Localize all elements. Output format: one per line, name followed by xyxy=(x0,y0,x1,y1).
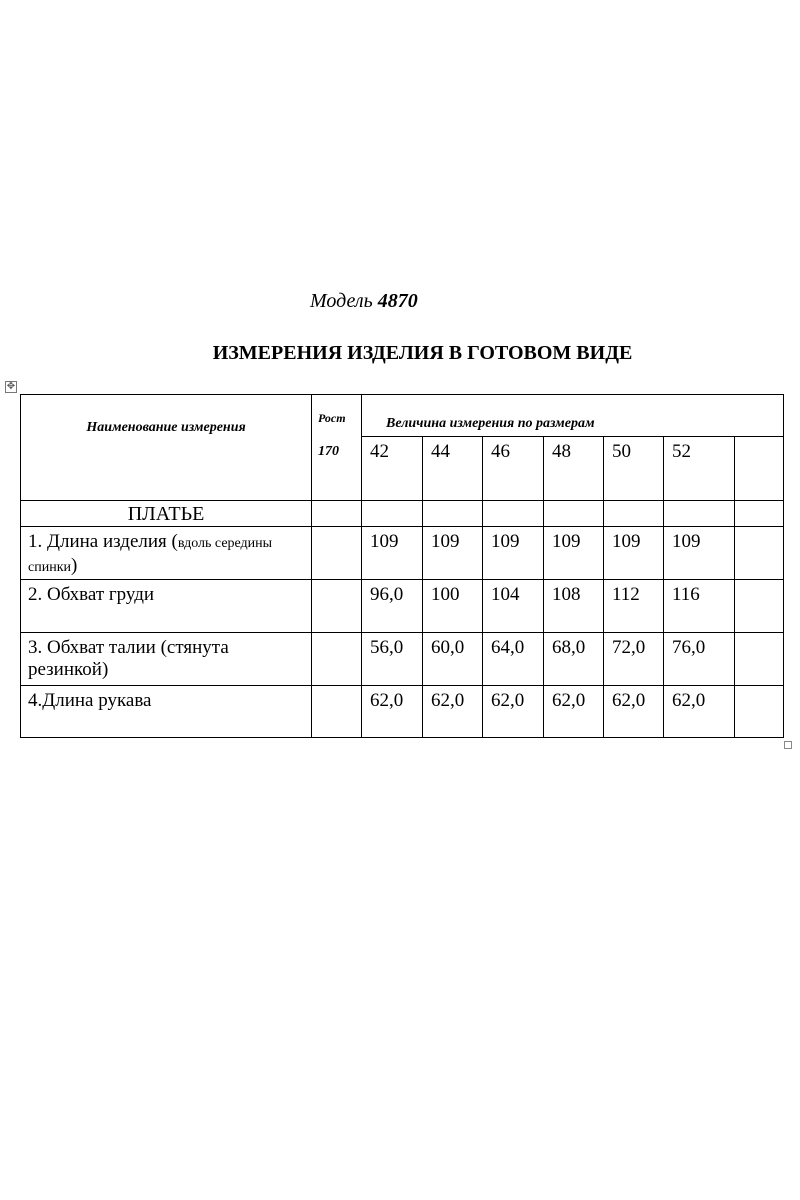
size-cell: 50 xyxy=(604,437,664,501)
model-number: 4870 xyxy=(377,290,418,312)
header-row xyxy=(21,395,784,437)
row-label: 2. Обхват груди xyxy=(21,580,312,633)
header-name: Наименование измерения xyxy=(21,395,312,501)
page-heading: ИЗМЕРЕНИЯ ИЗДЕЛИЯ В ГОТОВОМ ВИДЕ xyxy=(212,342,633,364)
row-label-note: вдоль середины спинки xyxy=(28,536,273,575)
value-cell: 64,0 xyxy=(483,633,544,686)
value-cell: 62,0 xyxy=(544,686,604,738)
table-row xyxy=(21,527,784,580)
value-cell: 116 xyxy=(664,580,735,633)
rost-cell xyxy=(312,633,362,686)
measurements-table xyxy=(20,394,784,738)
row-label: 4.Длина рукава xyxy=(21,686,312,738)
rost-cell xyxy=(312,686,362,738)
value-cell: 109 xyxy=(604,527,664,580)
empty-cell xyxy=(544,501,604,527)
value-cell: 100 xyxy=(423,580,483,633)
empty-cell xyxy=(735,501,784,527)
section-title: ПЛАТЬЕ xyxy=(21,501,312,527)
value-cell: 68,0 xyxy=(544,633,604,686)
section-row xyxy=(21,501,784,527)
value-cell: 62,0 xyxy=(604,686,664,738)
table-resize-handle[interactable] xyxy=(784,741,792,749)
value-cell xyxy=(735,633,784,686)
value-cell: 109 xyxy=(483,527,544,580)
rost-cell xyxy=(312,527,362,580)
table-row xyxy=(21,633,784,686)
value-cell: 109 xyxy=(664,527,735,580)
empty-cell xyxy=(423,501,483,527)
value-cell: 109 xyxy=(544,527,604,580)
value-cell: 56,0 xyxy=(362,633,423,686)
size-cell: 44 xyxy=(423,437,483,501)
size-cell xyxy=(735,437,784,501)
size-cell: 52 xyxy=(664,437,735,501)
value-cell: 76,0 xyxy=(664,633,735,686)
value-cell: 112 xyxy=(604,580,664,633)
model-title xyxy=(310,290,418,313)
empty-cell xyxy=(604,501,664,527)
value-cell: 62,0 xyxy=(664,686,735,738)
model-label: Модель xyxy=(310,290,373,312)
empty-cell xyxy=(483,501,544,527)
value-cell: 62,0 xyxy=(483,686,544,738)
size-cell: 48 xyxy=(544,437,604,501)
value-cell: 109 xyxy=(423,527,483,580)
empty-cell xyxy=(362,501,423,527)
value-cell: 108 xyxy=(544,580,604,633)
header-rost xyxy=(312,395,362,501)
table-row xyxy=(21,686,784,738)
header-sizes: Величина измерения по размерам xyxy=(362,395,784,437)
value-cell xyxy=(735,527,784,580)
row-label: 3. Обхват талии (стянута резинкой) xyxy=(21,633,312,686)
rost-label: Рост xyxy=(318,411,346,425)
value-cell xyxy=(735,580,784,633)
size-cell: 42 xyxy=(362,437,423,501)
value-cell: 62,0 xyxy=(423,686,483,738)
value-cell: 72,0 xyxy=(604,633,664,686)
value-cell: 60,0 xyxy=(423,633,483,686)
rost-value: 170 xyxy=(318,444,339,459)
rost-cell xyxy=(312,580,362,633)
row-label-end: ) xyxy=(70,555,78,576)
value-cell: 96,0 xyxy=(362,580,423,633)
row-label-main: 1. Длина изделия ( xyxy=(28,531,178,552)
table-move-handle-icon[interactable]: ✥ xyxy=(6,381,16,392)
empty-cell xyxy=(664,501,735,527)
value-cell: 104 xyxy=(483,580,544,633)
value-cell: 62,0 xyxy=(362,686,423,738)
size-cell: 46 xyxy=(483,437,544,501)
value-cell: 109 xyxy=(362,527,423,580)
row-label xyxy=(21,527,312,580)
empty-cell xyxy=(312,501,362,527)
table-row xyxy=(21,580,784,633)
value-cell xyxy=(735,686,784,738)
